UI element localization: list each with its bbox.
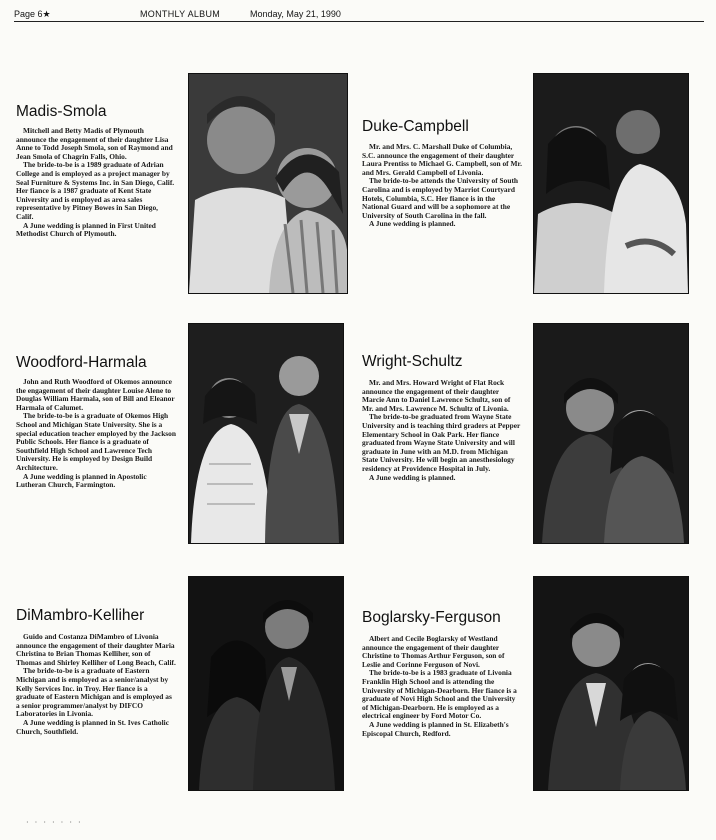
paragraph: The bride-to-be is a 1983 graduate of Livonia Franklin High School and is attending the University of Michigan-Dearborn. Her fiance is a graduate of Novi High School and the University of Michigan-Dearborn. He is employed as a electrical engineer by Ford Motor Co. — [362, 668, 517, 721]
paragraph: A June wedding is planned in St. Ives Catholic Church, Southfield. — [16, 717, 170, 736]
paragraph: A June wedding is planned in St. Elizabeth's Episcopal Church, Redford. — [362, 719, 509, 738]
footer-dots: · · · · · · · — [26, 818, 83, 827]
engagement-photo-madis-smola — [188, 73, 348, 294]
paragraph: The bride-to-be attends the University of South Carolina and is employed by Marriot Courtyard Hotels, Columbia, S.C. Her fiance is in the National Guard and will be a sophomore at the University of South Carolina in the fall. — [362, 176, 519, 220]
paragraph: A June wedding is planned. — [369, 219, 456, 229]
headline-dimambro-kelliher: DiMambro-Kelliher — [16, 607, 145, 624]
paragraph: Albert and Cecile Boglarsky of Westland announce the engagement of their daughter Christine to Thomas Arthur Ferguson, son of Leslie and Corinne Ferguson of Novi. — [362, 634, 505, 669]
headline-madis-smola: Madis-Smola — [16, 103, 107, 120]
article-wright-schultz — [362, 379, 522, 482]
article-duke-campbell — [362, 143, 522, 229]
issue-date: Monday, May 21, 1990 — [250, 9, 341, 19]
paragraph: A June wedding is planned in Apostolic Lutheran Church, Farmington. — [16, 471, 147, 490]
section-name: MONTHLY ALBUM — [140, 9, 221, 19]
paragraph: The bride-to-be graduated from Wayne State University and is teaching third graders at Pepper Elementary School in Oak Park. Her fiance graduated from Wayne State University and will graduate in June with an M.D. from Michigan State University. He will begin an anesthesiology residency at Providence Hospital in July. — [362, 412, 521, 473]
engagement-photo-wright-schultz — [533, 323, 689, 544]
article-dimambro-kelliher — [16, 633, 176, 736]
paragraph: Mr. and Mrs. Howard Wright of Flat Rock announce the engagement of their daughter Marcie Ann to Daniel Lawrence Schultz, son of Mr. and Mrs. Lawrence M. Schultz of Livonia. — [362, 378, 511, 413]
paragraph: A June wedding is planned. — [369, 472, 456, 482]
article-madis-smola — [16, 127, 176, 239]
paragraph: Mitchell and Betty Madis of Plymouth announce the engagement of their daughter Lisa Anne to Todd Joseph Smola, son of Raymond and Jean Smola of Chagrin Falls, Ohio. — [16, 126, 173, 161]
paragraph: John and Ruth Woodford of Okemos announce the engagement of their daughter Louise Alene to Douglas William Harmala, son of Bill and Eleanor Harmala of Calumet. — [16, 377, 175, 412]
page-number: Page 6★ — [14, 9, 51, 19]
headline-boglarsky-ferguson: Boglarsky-Ferguson — [362, 609, 501, 626]
article-boglarsky-ferguson — [362, 635, 522, 738]
engagement-photo-boglarsky-ferguson — [533, 576, 689, 791]
paragraph: The bride-to-be is a 1989 graduate of Adrian College and is employed as a project manager by Seal Furniture & Systems Inc. in San Diego, Calif. Her fiance is a 1987 graduate of Kent State University and is employed as area sales representative by Pitney Bowes in San Diego, Calif. — [16, 160, 175, 221]
engagement-photo-woodford-harmala — [188, 323, 344, 544]
headline-duke-campbell: Duke-Campbell — [362, 118, 469, 135]
headline-wright-schultz: Wright-Schultz — [362, 353, 463, 370]
paragraph: A June wedding is planned in First United Methodist Church of Plymouth. — [16, 220, 156, 239]
paragraph: Mr. and Mrs. C. Marshall Duke of Columbia, S.C. announce the engagement of their daughter Laura Prentiss to Michael G. Campbell, son of Mr. and Mrs. Gerald Campbell of Livonia. — [362, 142, 522, 177]
paragraph: Guido and Costanza DiMambro of Livonia announce the engagement of their daughter Maria Christina to Brian Thomas Kelliher, son of Thomas and Shirley Kelliher of Long Beach, Calif. — [16, 632, 176, 667]
header-rule — [14, 21, 704, 22]
headline-woodford-harmala: Woodford-Harmala — [16, 354, 147, 371]
paragraph: The bride-to-be is a graduate of Eastern Michigan and is employed as a senior/analyst by Kelly Services Inc. in Troy. Her fiance is a graduate of Eastern Michigan and is employed as a senior programmer/analyst by DIFCO Laboratories in Livonia. — [16, 666, 172, 719]
engagement-photo-dimambro-kelliher — [188, 576, 344, 791]
engagement-photo-duke-campbell — [533, 73, 689, 294]
article-woodford-harmala — [16, 378, 176, 490]
paragraph: The bride-to-be is a graduate of Okemos High School and Michigan State University. She is a special education teacher employed by the Jackson Public Schools. Her fiance is a graduate of Southfield High School and Lawrence Tech University. He is employed by Design Build Architecture. — [16, 411, 176, 472]
page-header — [0, 0, 716, 24]
